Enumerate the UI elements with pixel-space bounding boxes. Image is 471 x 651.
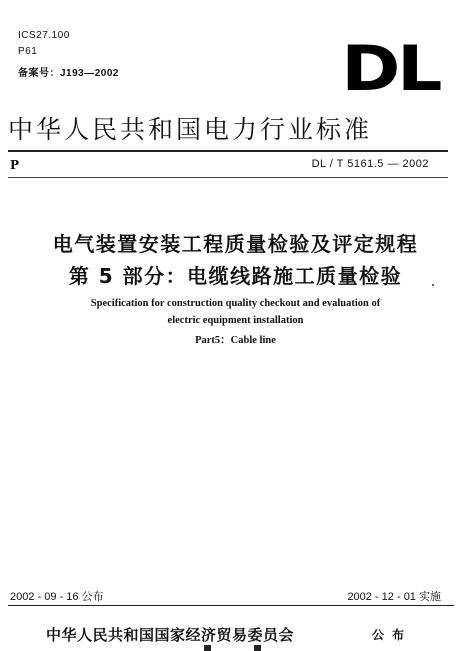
issue-date: 2002 - 09 - 16 公布 bbox=[10, 591, 104, 603]
scan-artifact-mark bbox=[254, 645, 261, 651]
publisher-name: 中华人民共和国国家经济贸易委员会 bbox=[46, 626, 295, 644]
dl-logo: DL bbox=[341, 32, 439, 105]
category-letter: P bbox=[10, 158, 20, 172]
scan-speck bbox=[432, 284, 434, 286]
english-title-line-3: Part5：Cable line bbox=[195, 335, 276, 346]
ccs-code: P61 bbox=[18, 46, 38, 57]
bottom-divider bbox=[8, 605, 454, 606]
top-divider bbox=[8, 150, 448, 152]
publish-label: 公布 bbox=[372, 628, 413, 642]
industry-standard-heading: 中华人民共和国电力行业标准 bbox=[8, 115, 373, 144]
implementation-date: 2002 - 12 - 01 实施 bbox=[347, 591, 441, 603]
filing-number: 备案号：J193—2002 bbox=[18, 68, 119, 79]
scan-artifact-mark bbox=[204, 645, 211, 651]
chinese-title-line-1: 电气装置安装工程质量检验及评定规程 bbox=[52, 232, 419, 256]
english-title-line-2: electric equipment installation bbox=[167, 315, 304, 326]
chinese-title-line-2: 第 5 部分：电缆线路施工质量检验 bbox=[68, 264, 403, 288]
english-title-line-1: Specification for construction quality checkout and evaluation of bbox=[90, 298, 381, 309]
standard-number: DL / T 5161.5 — 2002 bbox=[311, 158, 429, 170]
ics-code: ICS27.100 bbox=[18, 30, 70, 41]
sub-divider bbox=[8, 177, 448, 178]
